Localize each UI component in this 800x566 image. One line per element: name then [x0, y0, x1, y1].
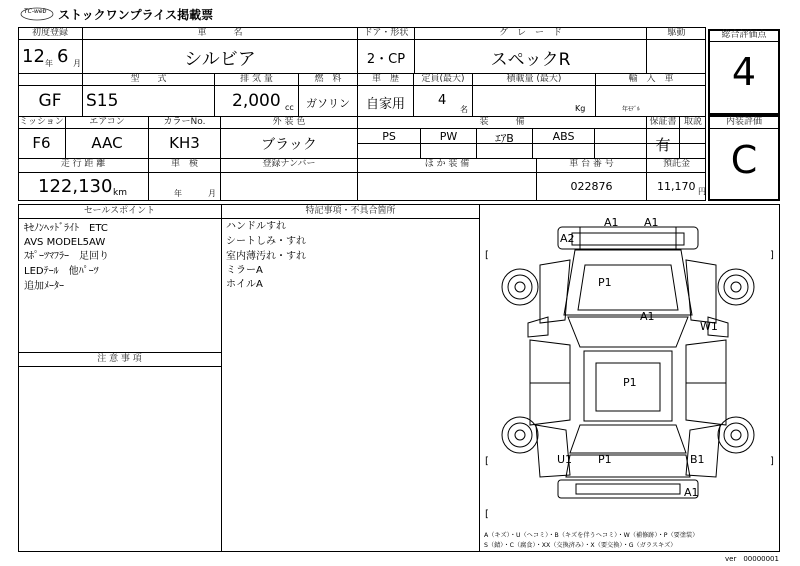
damage-mark: P1 — [598, 453, 612, 466]
unit-kg: Kg — [575, 104, 586, 113]
label-ext-color: 外 装 色 — [272, 117, 306, 127]
label-other-eq: ほ か 装 備 — [424, 159, 470, 169]
history: 自家用 — [365, 97, 405, 112]
label-first-reg: 初度登録 — [31, 28, 68, 38]
damage-mark: U1 — [557, 453, 573, 466]
remark-item: ミラーA — [226, 265, 263, 276]
aircon: AAC — [91, 134, 123, 152]
ext-color: ブラック — [261, 137, 317, 153]
sales-point-item: ｽﾎﾟｰﾂﾏﾌﾗｰ 足回り — [24, 251, 109, 262]
damage-mark: A1 — [604, 216, 619, 229]
bracket-open: [ — [485, 250, 489, 261]
label-displacement: 排 気 量 — [240, 74, 273, 84]
deposit: 11,170 — [657, 180, 696, 193]
label-mileage: 走 行 距 離 — [60, 159, 106, 169]
sales-point-item: AVS MODEL5AW — [24, 237, 106, 248]
bracket-open: [ — [485, 456, 489, 467]
sales-point-item: 追加ﾒｰﾀｰ — [24, 281, 64, 292]
car-name: シルビア — [184, 49, 256, 70]
equipment-pw: PW — [439, 130, 458, 143]
version: ver 00000001 — [725, 555, 779, 563]
damage-mark: A1 — [644, 216, 659, 229]
remark-item: 室内薄汚れ・すれ — [226, 251, 306, 262]
remark-item: ホイルA — [226, 279, 263, 290]
page-title: ストックワンプライス掲載票 — [58, 8, 214, 22]
equipment-airbag: ｴｱB — [495, 132, 514, 145]
bracket-close: ] — [770, 250, 774, 261]
car-damage-diagram — [480, 205, 779, 527]
bracket-close: ] — [770, 456, 774, 467]
label-total-score: 総合評価点 — [721, 30, 767, 40]
interior-score: C — [730, 138, 758, 182]
sales-point-item: LEDﾃｰﾙ 他ﾊﾟｰﾂ — [24, 266, 99, 277]
model: S15 — [86, 91, 119, 111]
label-chassis: 車 台 番 号 — [569, 159, 614, 169]
legend-line: S（錆）・C（腐食）・XX（交換済み）・X（要交換）・G（ガラスキズ） — [484, 542, 677, 549]
door-shape: 2・CP — [366, 52, 406, 67]
unit-yen: 円 — [698, 187, 706, 196]
label-load: 積載量 (最大) — [506, 74, 562, 84]
color-no: KH3 — [169, 134, 200, 152]
label-interior-score: 内装評価 — [725, 117, 762, 127]
label-grade: グ レ ー ド — [498, 28, 562, 38]
bracket-open: [ — [485, 509, 489, 520]
first-reg-year: 12 — [22, 46, 45, 67]
unit-cc: cc — [285, 103, 294, 112]
total-score: 4 — [731, 50, 757, 94]
equipment-ps: PS — [382, 130, 396, 143]
label-door-type: ドア・形状 — [363, 28, 409, 38]
label-remarks: 特記事項・不具合箇所 — [305, 206, 396, 216]
unit-km: km — [113, 188, 127, 198]
grade: スペックR — [490, 50, 571, 70]
logo-text: TC-web — [24, 8, 47, 15]
label-manual: 取説 — [683, 117, 702, 127]
damage-mark: A1 — [684, 486, 699, 499]
chassis-no: 022876 — [570, 180, 613, 193]
equipment-abs: ABS — [552, 130, 575, 143]
label-equipment: 装 備 — [479, 117, 525, 127]
first-reg-month: 6 — [57, 46, 69, 67]
label-drive: 駆動 — [667, 28, 686, 38]
label-sales-point: セールスポイント — [83, 206, 156, 216]
displacement: 2,000 — [232, 91, 281, 111]
label-capacity: 定員(最大) — [421, 74, 465, 84]
damage-mark: P1 — [623, 376, 637, 389]
inspection-unit-year: 年 — [174, 189, 182, 198]
label-color-no: カラーNo. — [163, 117, 206, 127]
damage-mark: B1 — [690, 453, 705, 466]
unit-person: 名 — [460, 105, 468, 114]
unit-month: 月 — [73, 59, 81, 68]
unit-year: 年 — [45, 59, 53, 68]
damage-mark: W1 — [700, 320, 718, 333]
label-deposit: 預託金 — [662, 159, 690, 169]
warranty: 有 — [655, 136, 671, 154]
logo — [20, 6, 54, 20]
label-inspection: 車 検 — [170, 159, 198, 169]
damage-mark: A1 — [640, 310, 655, 323]
remark-item: ハンドルすれ — [226, 221, 286, 232]
label-caution: 注 意 事 項 — [97, 354, 142, 364]
damage-mark: P1 — [598, 276, 612, 289]
label-aircon: エアコン — [89, 117, 125, 127]
capacity: 4 — [438, 93, 447, 108]
label-import: 輸 入 車 — [628, 74, 674, 84]
mileage: 122,130 — [38, 176, 113, 197]
label-history: 車 歴 — [371, 74, 399, 84]
legend-line: A（キズ）・U（ヘコミ）・B（キズを伴うヘコミ）・W（補修跡）・P（要塗装） — [484, 532, 699, 539]
label-plate: 登録ナンバー — [262, 159, 316, 169]
label-car-name: 車 名 — [197, 28, 243, 38]
import-model-year: 年ﾓﾃﾞﾙ — [622, 106, 641, 113]
label-fuel: 燃 料 — [314, 74, 342, 84]
label-model: 型 式 — [130, 74, 167, 84]
label-warranty: 保証書 — [649, 117, 677, 127]
remark-item: シートしみ・すれ — [226, 236, 306, 247]
inspection-unit-month: 月 — [208, 189, 216, 198]
sales-point-item: ｷｾﾉﾝﾍｯﾄﾞﾗｲﾄ ETC — [24, 223, 108, 234]
fuel: ガソリン — [306, 97, 350, 110]
mission: F6 — [32, 134, 51, 152]
label-mission: ミッション — [19, 117, 64, 127]
damage-mark: A2 — [560, 232, 575, 245]
model-prefix: GF — [38, 91, 62, 111]
